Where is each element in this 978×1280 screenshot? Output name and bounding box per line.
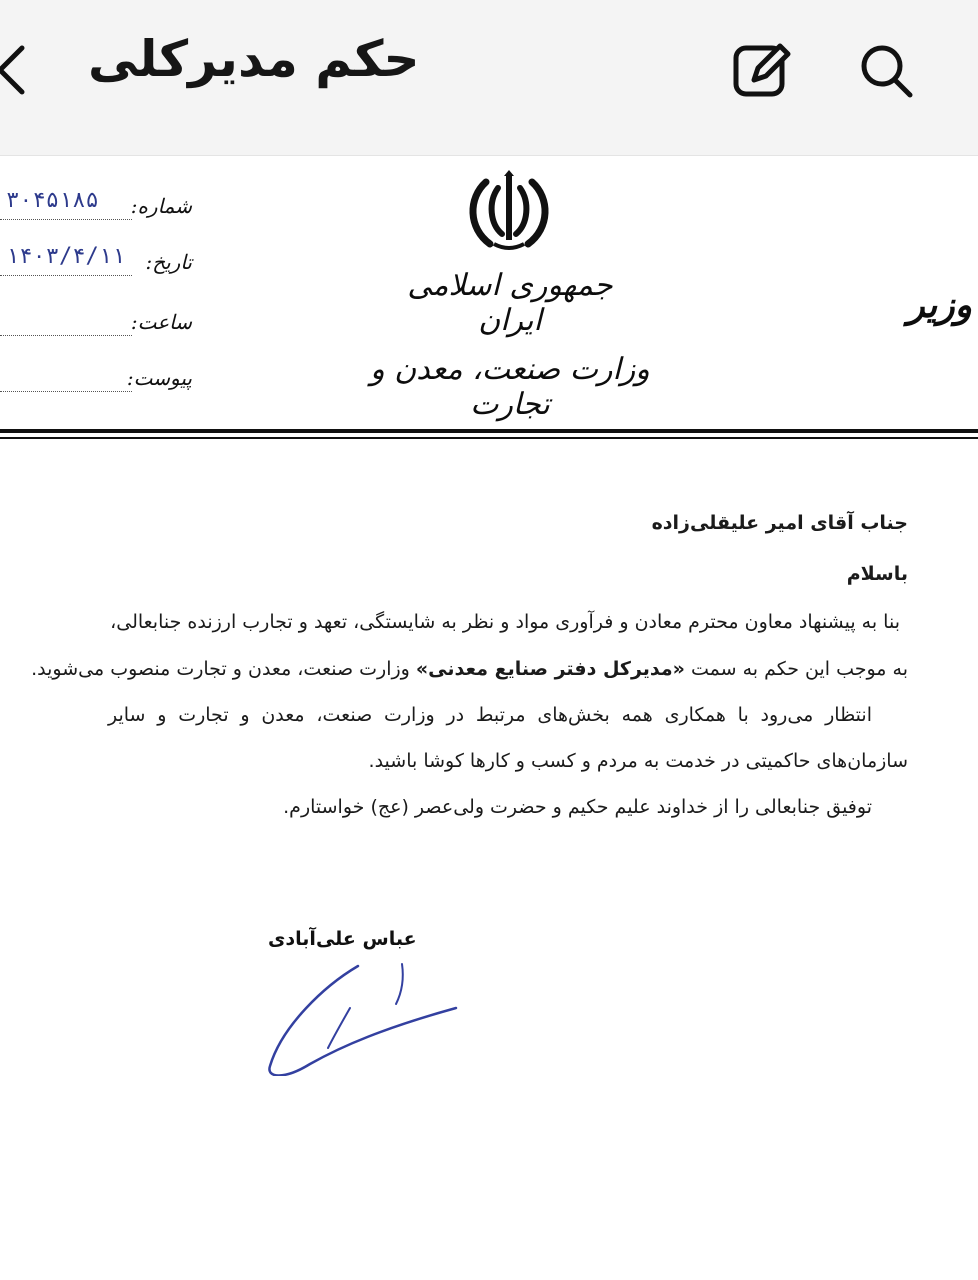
letter-document (0, 156, 978, 1280)
date-dotted-line (0, 275, 132, 276)
iran-emblem-icon (464, 170, 554, 254)
date-label: تاریخ: (145, 250, 192, 274)
search-icon[interactable] (856, 40, 918, 100)
edit-icon[interactable] (730, 40, 794, 100)
minister-heading: وزیر (907, 284, 972, 326)
time-label: ساعت: (130, 310, 192, 334)
app-bar (0, 0, 978, 156)
attachment-dotted-line (0, 391, 132, 392)
paragraph-3-line-1: توفیق جنابعالی را از خداوند علیم حکیم و حضرت ولی‌عصر (عج) خواستارم. (283, 796, 872, 818)
attachment-field (0, 364, 200, 400)
paragraph-2-line-2: سازمان‌های حاکمیتی در خدمت به مردم و کسب و کارها کوشا باشید. (368, 750, 908, 772)
date-field (0, 244, 200, 284)
time-field (0, 308, 200, 344)
signer-name: عباس علی‌آبادی (268, 928, 417, 950)
header-rule (0, 429, 978, 433)
chevron-back-icon[interactable] (0, 38, 34, 98)
attachment-label: پیوست: (126, 366, 192, 390)
time-dotted-line (0, 335, 132, 336)
republic-heading: جمهوری اسلامی ایران (407, 268, 613, 338)
number-label: شماره: (130, 194, 192, 218)
paragraph-1-line-1: بنا به پیشنهاد معاون محترم معادن و فرآوری مواد و نظر به شایستگی، تعهد و تجارب ارزنده جنابعالی، (110, 611, 900, 633)
number-field (0, 188, 200, 228)
greeting: باسلام (846, 563, 908, 585)
recipient: جناب آقای امیر علیقلی‌زاده (651, 512, 908, 534)
number-value: ۳۰۴۵۱۸۵ (6, 188, 99, 213)
paragraph-1-line-2: به موجب این حکم به سمت «مدیرکل دفتر صنایع معدنی» وزارت صنعت، معدن و تجارت منصوب می‌شوید. (31, 658, 908, 680)
paragraph-2-line-1: انتظار می‌رود با همکاری همه بخش‌های مرتبط در وزارت صنعت، معدن و تجارت و سایر (108, 704, 872, 726)
date-value: ۱۴۰۳/۴/۱۱ (6, 244, 126, 269)
header-rule-thin (0, 437, 978, 439)
number-dotted-line (0, 219, 132, 220)
handwritten-signature (262, 956, 472, 1076)
position-title: «مدیرکل دفتر صنایع معدنی» (415, 658, 685, 680)
page-title: حکم مدیرکلی (88, 30, 420, 88)
ministry-heading: وزارت صنعت، معدن و تجارت (370, 352, 650, 422)
